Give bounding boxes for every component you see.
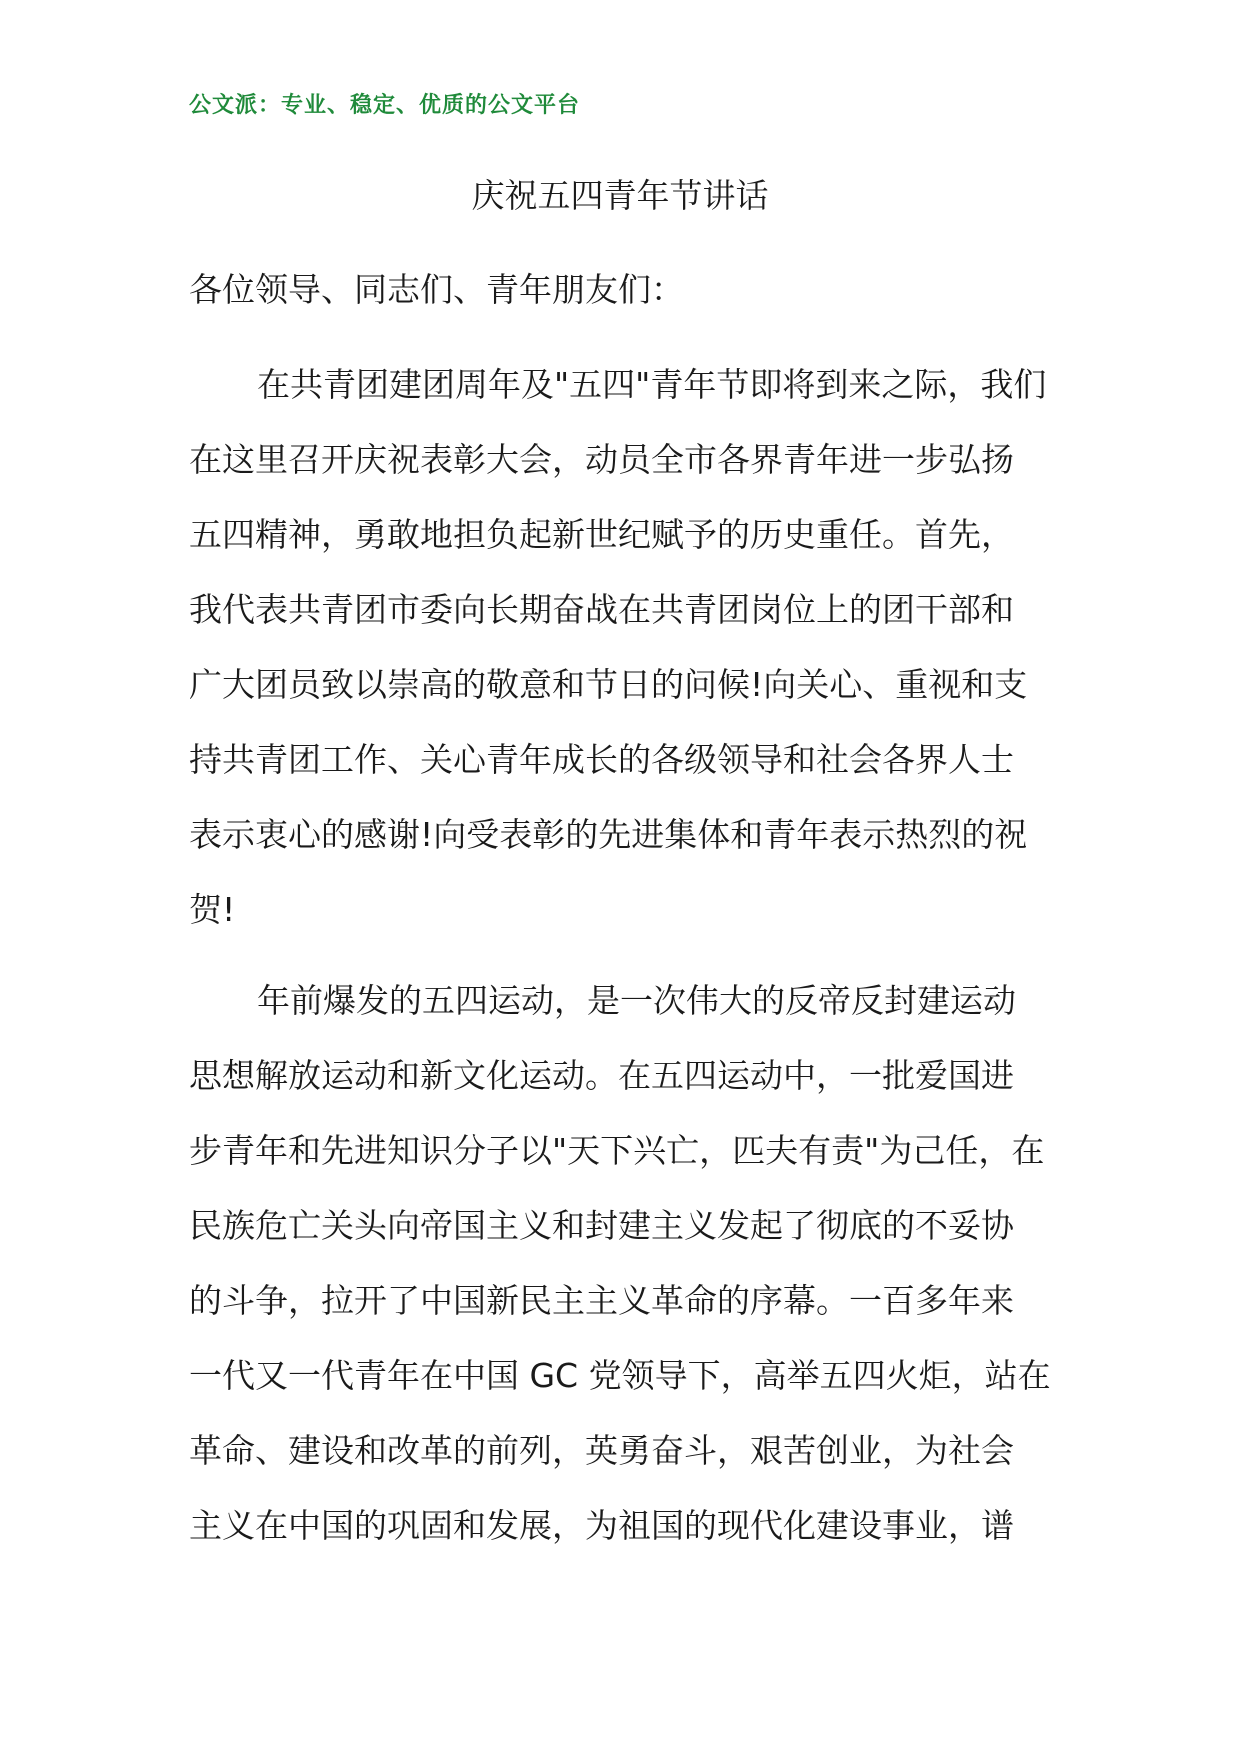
paragraph-line: 革命、建设和改革的前列，英勇奋斗，艰苦创业，为社会 (189, 1431, 1014, 1470)
paragraph-line: 广大团员致以崇高的敬意和节日的问候!向关心、重视和支 (189, 665, 1028, 704)
paragraph-line: 一代又一代青年在中国 GC 党领导下，高举五四火炬，站在 (189, 1356, 1051, 1395)
brand-header: 公文派：专业、稳定、优质的公文平台 (189, 93, 581, 118)
paragraph-line: 主义在中国的巩固和发展，为祖国的现代化建设事业，谱 (189, 1506, 1014, 1545)
paragraph-line: 思想解放运动和新文化运动。在五四运动中，一批爱国进 (189, 1056, 1014, 1095)
paragraph-1 (189, 347, 1059, 947)
paragraph-line: 的斗争，拉开了中国新民主主义革命的序幕。一百多年来 (189, 1281, 1014, 1320)
paragraph-line: 我代表共青团市委向长期奋战在共青团岗位上的团干部和 (189, 590, 1014, 629)
paragraph-line: 在这里召开庆祝表彰大会，动员全市各界青年进一步弘扬 (189, 440, 1014, 479)
page-title: 庆祝五四青年节讲话 (471, 176, 769, 215)
paragraph-line: 持共青团工作、关心青年成长的各级领导和社会各界人士 (189, 740, 1014, 779)
paragraph-line: 在共青团建团周年及"五四"青年节即将到来之际，我们 (257, 365, 1047, 404)
paragraph-line: 民族危亡关头向帝国主义和封建主义发起了彻底的不妥协 (189, 1206, 1014, 1245)
paragraph-2 (189, 963, 1059, 1563)
paragraph-line: 五四精神，勇敢地担负起新世纪赋予的历史重任。首先， (189, 515, 1014, 554)
salutation: 各位领导、同志们、青年朋友们： (189, 270, 684, 309)
paragraph-line: 年前爆发的五四运动，是一次伟大的反帝反封建运动 (257, 981, 1016, 1020)
paragraph-line: 贺! (189, 890, 236, 929)
paragraph-line: 步青年和先进知识分子以"天下兴亡，匹夫有责"为己任，在 (189, 1131, 1045, 1170)
paragraph-line: 表示衷心的感谢!向受表彰的先进集体和青年表示热烈的祝 (189, 815, 1028, 854)
